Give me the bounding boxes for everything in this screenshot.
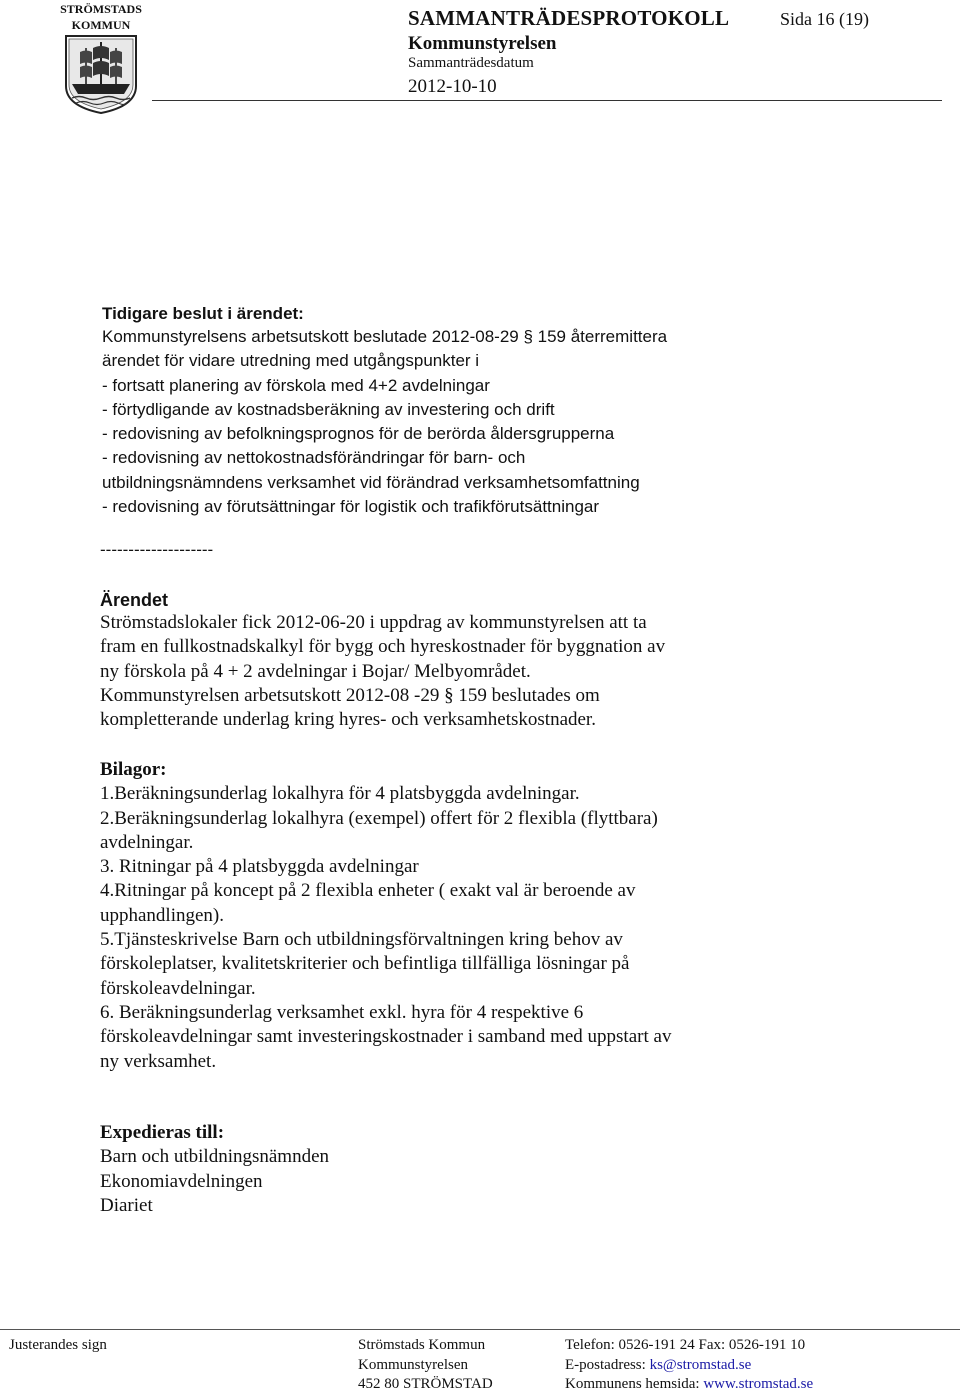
matter-line: Strömstadslokaler fick 2012-06-20 i uppdrag av kommunstyrelsen att ta xyxy=(100,612,647,633)
footer-web-row xyxy=(565,1375,813,1395)
footer-web-link[interactable]: www.stromstad.se xyxy=(703,1376,814,1392)
attachment-line: 4.Ritningar på koncept på 2 flexibla enheter ( exakt val är beroende av xyxy=(100,880,636,902)
dispatch-heading: Expedieras till: xyxy=(100,1122,225,1143)
attachment-line: upphandlingen). xyxy=(100,904,225,926)
footer-org-line: Kommunstyrelsen xyxy=(358,1356,468,1373)
attachment-line: förskoleplatser, kvalitetskriterier och befintliga tillfälliga lösningar på xyxy=(100,953,630,975)
municipality-name-line1: STRÖMSTADS xyxy=(60,2,142,16)
footer-email-label: E-postadress: xyxy=(565,1356,650,1373)
footer-address xyxy=(358,1336,493,1395)
previous-line: - fortsatt planering av förskola med 4+2 avdelningar xyxy=(102,375,490,395)
attachments-heading: Bilagor: xyxy=(100,759,167,780)
coat-of-arms-ship-icon xyxy=(64,34,138,114)
footer-org-line: 452 80 STRÖMSTAD xyxy=(358,1376,493,1392)
footer-email-row xyxy=(565,1356,813,1376)
attachment-line: 3. Ritningar på 4 platsbyggda avdelningar xyxy=(100,856,419,878)
attachment-line: 1.Beräkningsunderlag lokalhyra för 4 platsbyggda avdelningar. xyxy=(100,783,580,805)
matter-line: kompletterande underlag kring hyres- och verksamhetskostnader. xyxy=(100,709,596,731)
attachment-line: ny verksamhet. xyxy=(100,1050,217,1072)
header-divider xyxy=(152,100,942,101)
previous-line: - redovisning av nettokostnadsförändringar för barn- och xyxy=(102,448,526,468)
document-title: SAMMANTRÄDESPROTOKOLL xyxy=(408,6,730,30)
matter-heading: Ärendet xyxy=(100,590,169,610)
attachment-line: 2.Beräkningsunderlag lokalhyra (exempel) offert för 2 flexibla (flyttbara) xyxy=(100,807,658,829)
matter-line: fram en fullkostnadskalkyl för bygg och hyreskostnader för byggnation av xyxy=(100,636,666,658)
dispatch-recipient: Barn och utbildningsnämnden xyxy=(100,1146,330,1168)
separator: -------------------- xyxy=(100,540,214,559)
attachment-line: förskoleavdelningar. xyxy=(100,977,256,999)
dispatch-recipient: Diariet xyxy=(100,1194,153,1216)
footer-web-label: Kommunens hemsida: xyxy=(565,1376,704,1392)
previous-line: - förtydligande av kostnadsberäkning av investering och drift xyxy=(102,399,555,419)
municipality-name-line2: KOMMUN xyxy=(71,18,131,32)
previous-line: - redovisning av förutsättningar för logistik och trafikförutsättningar xyxy=(102,497,600,517)
meeting-date: 2012-10-10 xyxy=(408,76,497,97)
meeting-date-label: Sammanträdesdatum xyxy=(408,55,534,71)
attachment-line: 5.Tjänsteskrivelse Barn och utbildningsförvaltningen kring behov av xyxy=(100,929,623,951)
attachment-line: avdelningar. xyxy=(100,831,194,853)
footer-divider xyxy=(0,1329,960,1330)
committee-name: Kommunstyrelsen xyxy=(408,33,557,54)
matter-line: ny förskola på 4 + 2 avdelningar i Bojar/ Melbyområdet. xyxy=(100,660,531,682)
footer-contact xyxy=(565,1336,813,1395)
footer-phone: Telefon: 0526-191 24 Fax: 0526-191 10 xyxy=(565,1337,806,1353)
dispatch-section xyxy=(100,1121,700,1218)
previous-decisions-section xyxy=(102,303,922,519)
previous-decisions-heading: Tidigare beslut i ärendet: xyxy=(102,304,304,323)
matter-section xyxy=(100,589,920,732)
previous-line: Kommunstyrelsens arbetsutskott beslutade 2012-08-29 § 159 återremittera xyxy=(102,327,668,346)
page-number: Sida 16 (19) xyxy=(780,9,869,29)
attachment-line: förskoleavdelningar samt investeringskostnader i samband med uppstart av xyxy=(100,1026,672,1048)
dispatch-recipient: Ekonomiavdelningen xyxy=(100,1170,263,1192)
signature-label: Justerandes sign xyxy=(9,1337,107,1353)
municipality-name xyxy=(50,1,152,33)
footer-org-line: Strömstads Kommun xyxy=(358,1337,486,1353)
previous-line: ärendet för vidare utredning med utgångspunkter i xyxy=(102,351,480,371)
footer-email-link[interactable]: ks@stromstad.se xyxy=(649,1356,752,1373)
attachments-section xyxy=(100,758,920,1074)
attachment-line: 6. Beräkningsunderlag verksamhet exkl. hyra för 4 respektive 6 xyxy=(100,1001,584,1023)
previous-line: utbildningsnämndens verksamhet vid förändrad verksamhetsomfattning xyxy=(102,472,640,492)
matter-line: Kommunstyrelsen arbetsutskott 2012-08 -29 § 159 beslutades om xyxy=(100,684,600,706)
previous-line: - redovisning av befolkningsprognos för de berörda åldersgrupperna xyxy=(102,424,615,444)
